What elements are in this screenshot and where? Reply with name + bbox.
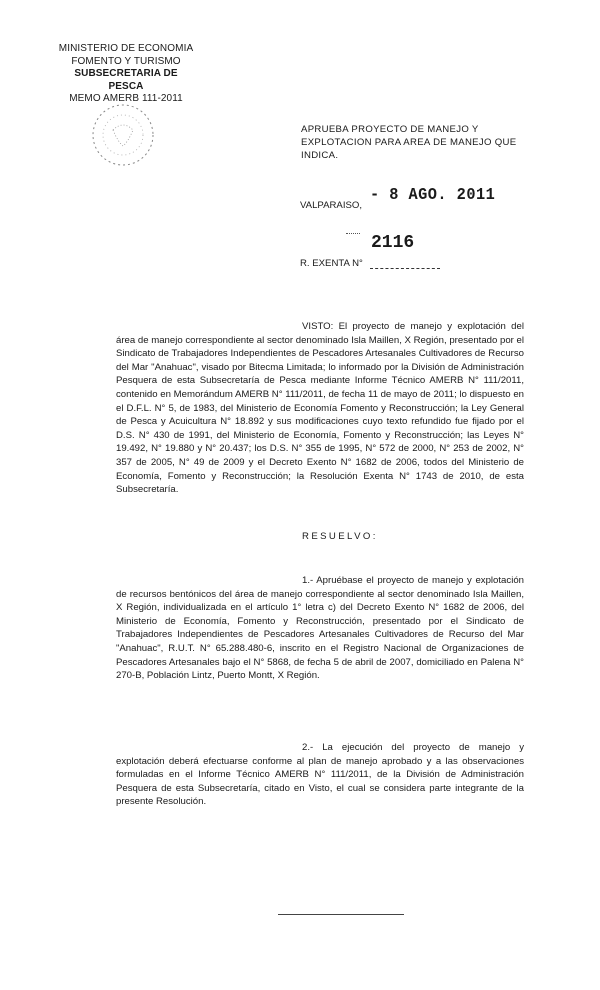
- ministry-subtitle: FOMENTO Y TURISMO: [71, 55, 181, 67]
- letterhead: [56, 43, 196, 106]
- official-seal-stamp: [88, 100, 158, 170]
- subsecretariat-name: SUBSECRETARIA DE PESCA: [74, 68, 178, 92]
- date-stamp: - 8 AGO. 2011: [370, 186, 496, 205]
- article-2-paragraph: 2.- La ejecución del proyecto de manejo y explotación deberá efectuarse conforme al plan de manejo aprobado y a las observaciones formuladas en el Informe Técnico AMERB N° 111/2011, de la División de Administración Pesquera de esta Subsecretaría, citado en Visto, el cual se considera parte integrante de la presente Resolución.: [116, 742, 524, 808]
- memo-reference: MEMO AMERB 111-2011: [69, 93, 183, 104]
- ministry-name: MINISTERIO DE ECONOMIA: [58, 43, 194, 54]
- divider: [346, 233, 360, 234]
- footer-line: [278, 914, 404, 915]
- visto-paragraph: VISTO: El proyecto de manejo y explotación del área de manejo correspondiente al sector denominado Isla Maillen, X Región, presentado por el Sindicato de Trabajadores Independientes de Pescadores Artesanales Cultivadores de Recurso del Mar "Anahuac", visado por Bitecma Limitada; lo informado por la División de Administración Pesquera de esta Subsecretaría de Pesca mediante Informe Técnico AMERB N° 111/2011, contenido en Memorándum AMERB N° 111/2011, de fecha 11 de mayo de 2011; lo dispuesto en el D.F.L. N° 5, de 1983, del Ministerio de Economía Fomento y Reconstrucción; la Ley General de Pesca y Acuicultura N° 18.892 y sus modificaciones cuyo texto refundido fue fijado por el D.S. N° 430 de 1991, del Ministerio de Economía, Fomento y Reconstrucción; las Leyes N° 19.492, N° 19.880 y N° 20.437; los D.S. N° 355 de 1995, N° 572 de 2000, N° 253 de 2002, N° 357 de 2005, N° 49 de 2009 y el Decreto Exento N° 1682 de 2006, todos del Ministerio de Economía, Fomento y Reconstrucción; la Resolución Exenta N° 1743 de 2010, de esta Subsecretaría.: [116, 321, 524, 496]
- resolution-label: R. EXENTA N°: [300, 258, 363, 269]
- place-label: VALPARAISO,: [300, 200, 363, 211]
- document-subject: APRUEBA PROYECTO DE MANEJO Y EXPLOTACION PARA AREA DE MANEJO QUE INDICA.: [301, 124, 517, 161]
- resolution-number-line: [370, 268, 440, 269]
- resolution-number: 2116: [371, 233, 415, 253]
- resuelvo-heading: RESUELVO:: [302, 531, 378, 542]
- article-1-paragraph: 1.- Apruébase el proyecto de manejo y explotación de recursos bentónicos del área de manejo correspondiente al sector denominado Isla Maillen, X Región, individualizada en el artículo 1° letra c) del Decreto Exento N° 1682 de 2006, del Ministerio de Economía, Fomento y Reconstrucción, presentado por el Sindicato de Trabajadores Independientes de Pescadores Artesanales Cultivadores de Recurso del Mar "Anahuac", R.U.T. N° 65.288.480-6, inscrito en el Registro Nacional de Organizaciones de Pescadores Artesanales bajo el N° 5868, de fecha 5 de abril de 2007, domiciliado en Palena N° 270-B, Población Lintz, Puerto Montt, X Región.: [116, 575, 524, 682]
